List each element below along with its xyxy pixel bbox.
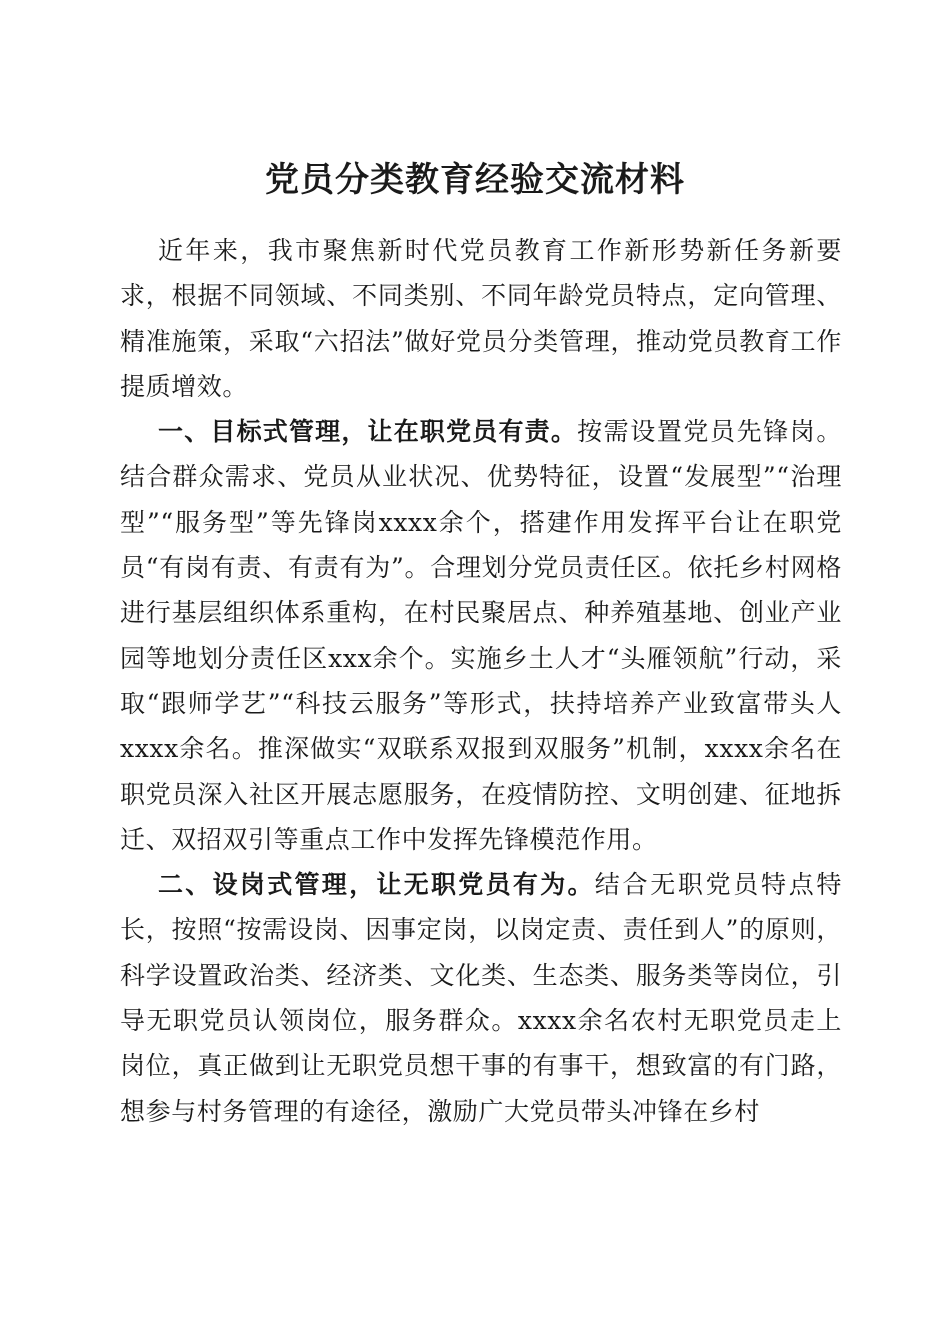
section-1-paragraph xyxy=(120,409,842,862)
document-body xyxy=(120,228,842,1134)
section-2-text: 结合无职党员特点特长，按照“按需设岗、因事定岗，以岗定责、责任到人”的原则，科学设置政治类、经济类、文化类、生态类、服务类等岗位，引导无职党员认领岗位，服务群众。xxxx余名农村无职党员走上岗位，真正做到让无职党员想干事的有事干，想致富的有门路，想参与村务管理的有途径，激励广大党员带头冲锋在乡村 xyxy=(120,870,842,1126)
page-title: 党员分类教育经验交流材料 xyxy=(265,159,685,200)
section-1-heading: 一、目标式管理，让在职党员有责。 xyxy=(158,417,578,447)
section-2-heading: 二、设岗式管理，让无职党员有为。 xyxy=(158,870,595,900)
section-2-paragraph xyxy=(120,862,842,1134)
intro-paragraph: 近年来，我市聚焦新时代党员教育工作新形势新任务新要求，根据不同领域、不同类别、不同年龄党员特点，定向管理、精准施策，采取“六招法”做好党员分类管理，推动党员教育工作提质增效。 xyxy=(120,236,842,401)
section-1-text: 按需设置党员先锋岗。结合群众需求、党员从业状况、优势特征，设置“发展型”“治理型”“服务型”等先锋岗xxxx余个，搭建作用发挥平台让在职党员“有岗有责、有责有为”。合理划分党员责任区。依托乡村网格进行基层组织体系重构，在村民聚居点、种养殖基地、创业产业园等地划分责任区xxx余个。实施乡土人才“头雁领航”行动，采取“跟师学艺”“科技云服务”等形式，扶持培养产业致富带头人xxxx余名。推深做实“双联系双报到双服务”机制，xxxx余名在职党员深入社区开展志愿服务，在疫情防控、文明创建、征地拆迁、双招双引等重点工作中发挥先锋模范作用。 xyxy=(120,417,842,854)
